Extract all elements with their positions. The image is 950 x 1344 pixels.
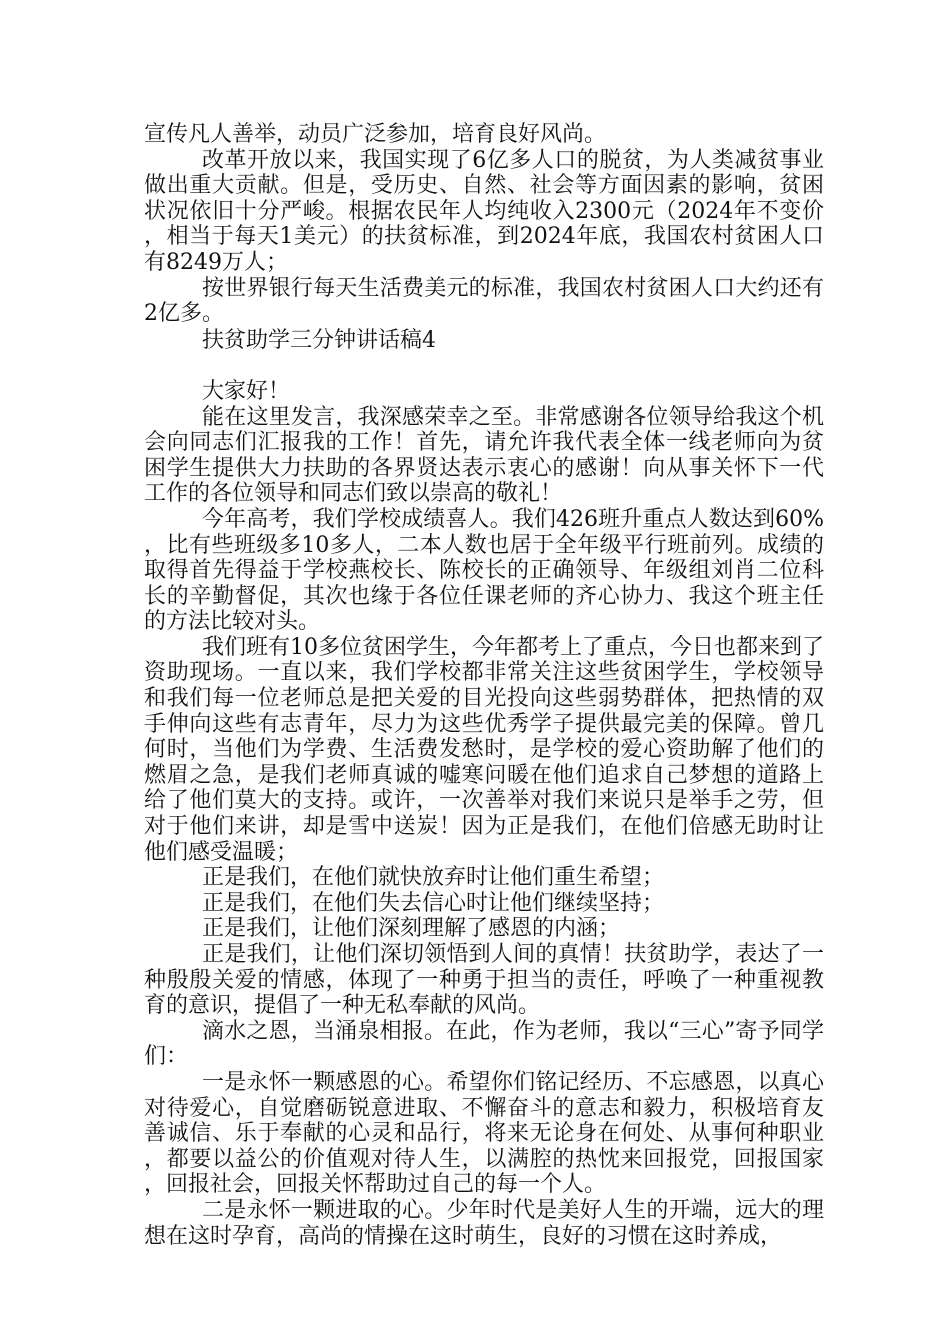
blank-line — [144, 353, 824, 379]
section-title: 扶贫助学三分钟讲话稿4 — [202, 327, 436, 353]
paragraph: 能在这里发言，我深感荣幸之至。非常感谢各位领导给我这个机会向同志们汇报我的工作！首先，请允许我代表全体一线老师向为贫困学生提供大力扶助的各界贤达表示衷心的感谢！向从事关怀下一代工作的各位领导和同志们致以崇高的敬礼！ — [144, 404, 824, 507]
paragraph: 正是我们，让他们深切领悟到人间的真情！扶贫助学，表达了一种殷殷关爱的情感，体现了一种勇于担当的责任，呼唤了一种重视教育的意识，提倡了一种无私奉献的风尚。 — [144, 942, 824, 1019]
paragraph: 一是永怀一颗感恩的心。希望你们铭记经历、不忘感恩，以真心对待爱心，自觉磨砺锐意进取、不懈奋斗的意志和毅力，积极培育友善诚信、乐于奉献的心灵和品行，将来无论身在何处、从事何种职业，都要以益公的价值观对待人生，以满腔的热忱来回报党，回报国家，回报社会，回报关怀帮助过自己的每一个人。 — [144, 1069, 824, 1198]
paragraph: 滴水之恩，当涌泉相报。在此，作为老师，我以“三心”寄予同学们： — [144, 1018, 824, 1070]
paragraph: 我们班有10多位贫困学生，今年都考上了重点，今日也都来到了资助现场。一直以来，我们学校都非常关注这些贫困学生，学校领导和我们每一位老师总是把关爱的目光投向这些弱势群体，把热情的双手伸向这些有志青年，尽力为这些优秀学子提供最完美的保障。曾几何时，当他们为学费、生活费发愁时，是学校的爱心资助解了他们的燃眉之急，是我们老师真诚的嘘寒问暖在他们追求自己梦想的道路上给了他们莫大的支持。或许，一次善举对我们来说只是举手之劳，但对于他们来讲，却是雪中送炭！因为正是我们，在他们倍感无助时让他们感受温暖； — [144, 634, 824, 865]
paragraph: 宣传凡人善举，动员广泛参加，培育良好风尚。 — [144, 122, 607, 147]
paragraph: 按世界银行每天生活费美元的标准，我国农村贫困人口大约还有2亿多。 — [144, 275, 824, 327]
paragraph: 正是我们，在他们失去信心时让他们继续坚持； — [202, 890, 665, 916]
paragraph: 二是永怀一颗进取的心。少年时代是美好人生的开端，远大的理想在这时孕育，高尚的情操在这时萌生，良好的习惯在这时养成， — [144, 1197, 824, 1249]
document-body — [144, 122, 824, 1249]
paragraph: 改革开放以来，我国实现了6亿多人口的脱贫，为人类减贫事业做出重大贡献。但是，受历史、自然、社会等方面因素的影响，贫困状况依旧十分严峻。根据农民年人均纯收入2300元（2024年不变价，相当于每天1美元）的扶贫标准，到2024年底，我国农村贫困人口有8249万人； — [144, 147, 824, 275]
paragraph: 今年高考，我们学校成绩喜人。我们426班升重点人数达到60%，比有些班级多10多人，二本人数也居于全年级平行班前列。成绩的取得首先得益于学校燕校长、陈校长的正确领导、年级组刘肖二位科长的辛勤督促，其次也缘于各位任课老师的齐心协力、我这个班主任的方法比较对头。 — [144, 506, 824, 635]
paragraph: 正是我们，让他们深刻理解了感恩的内涵； — [202, 916, 621, 942]
greeting: 大家好！ — [202, 378, 291, 404]
paragraph: 正是我们，在他们就快放弃时让他们重生希望； — [202, 865, 665, 891]
